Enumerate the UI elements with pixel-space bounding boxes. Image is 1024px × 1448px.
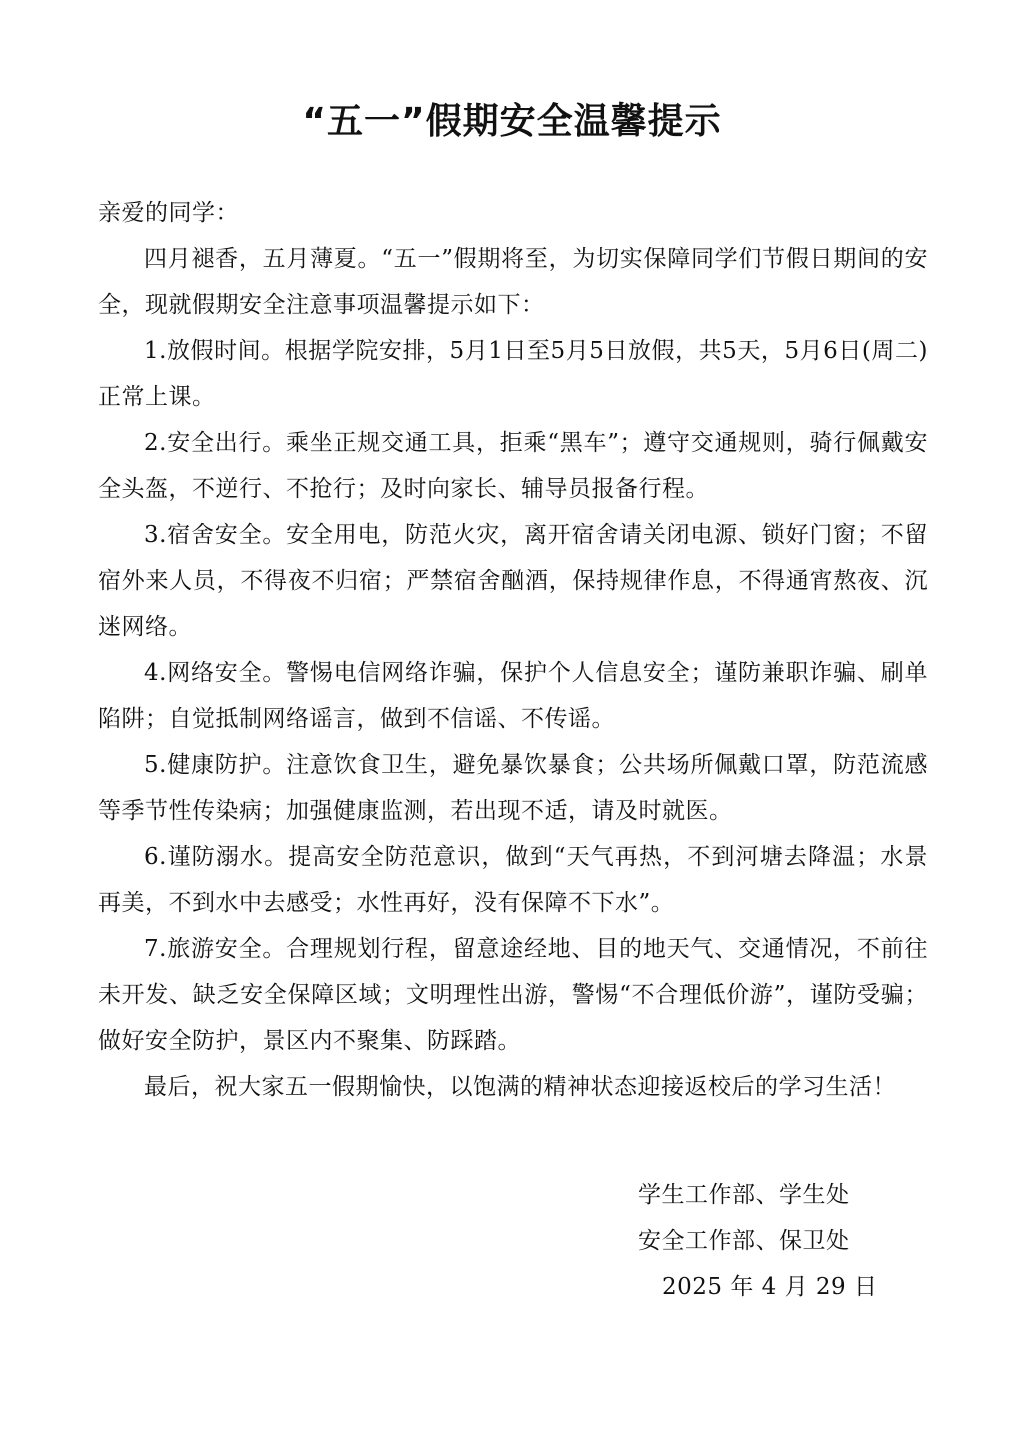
item-drowning-prevention: 6.谨防溺水。提高安全防范意识，做到“天气再热，不到河塘去降温；水景再美，不到水中去感受；水性再好，没有保障不下水”。 bbox=[98, 844, 928, 916]
closing-paragraph: 最后，祝大家五一假期愉快，以饱满的精神状态迎接返校后的学习生活！ bbox=[144, 1074, 896, 1100]
document-body bbox=[98, 190, 928, 1110]
signature-department-1: 学生工作部、学生处 bbox=[638, 1182, 850, 1208]
greeting: 亲爱的同学： bbox=[98, 200, 239, 226]
signature-block bbox=[600, 1172, 920, 1310]
item-dorm-safety: 3.宿舍安全。安全用电，防范火灾，离开宿舍请关闭电源、锁好门窗；不留宿外来人员，不得夜不归宿；严禁宿舍酗酒，保持规律作息，不得通宵熬夜、沉迷网络。 bbox=[98, 522, 928, 640]
item-tourism-safety: 7.旅游安全。合理规划行程，留意途经地、目的地天气、交通情况，不前往未开发、缺乏安全保障区域；文明理性出游，警惕“不合理低价游”，谨防受骗；做好安全防护，景区内不聚集、防踩踏。 bbox=[98, 936, 928, 1054]
item-health-protection: 5.健康防护。注意饮食卫生，避免暴饮暴食；公共场所佩戴口罩，防范流感等季节性传染病；加强健康监测，若出现不适，请及时就医。 bbox=[98, 752, 928, 824]
signature-department-2: 安全工作部、保卫处 bbox=[638, 1228, 850, 1254]
intro-paragraph: 四月褪香，五月薄夏。“五一”假期将至，为切实保障同学们节假日期间的安全，现就假期安全注意事项温馨提示如下： bbox=[98, 246, 928, 318]
signature-date: 2025 年 4 月 29 日 bbox=[662, 1274, 878, 1300]
item-holiday-time: 1.放假时间。根据学院安排，5月1日至5月5日放假，共5天，5月6日(周二)正常上课。 bbox=[98, 338, 928, 410]
item-network-safety: 4.网络安全。警惕电信网络诈骗，保护个人信息安全；谨防兼职诈骗、刷单陷阱；自觉抵制网络谣言，做到不信谣、不传谣。 bbox=[98, 660, 928, 732]
item-travel-safety: 2.安全出行。乘坐正规交通工具，拒乘“黑车”；遵守交通规则，骑行佩戴安全头盔，不逆行、不抢行；及时向家长、辅导员报备行程。 bbox=[98, 430, 928, 502]
document-title: “五一”假期安全温馨提示 bbox=[302, 101, 722, 142]
